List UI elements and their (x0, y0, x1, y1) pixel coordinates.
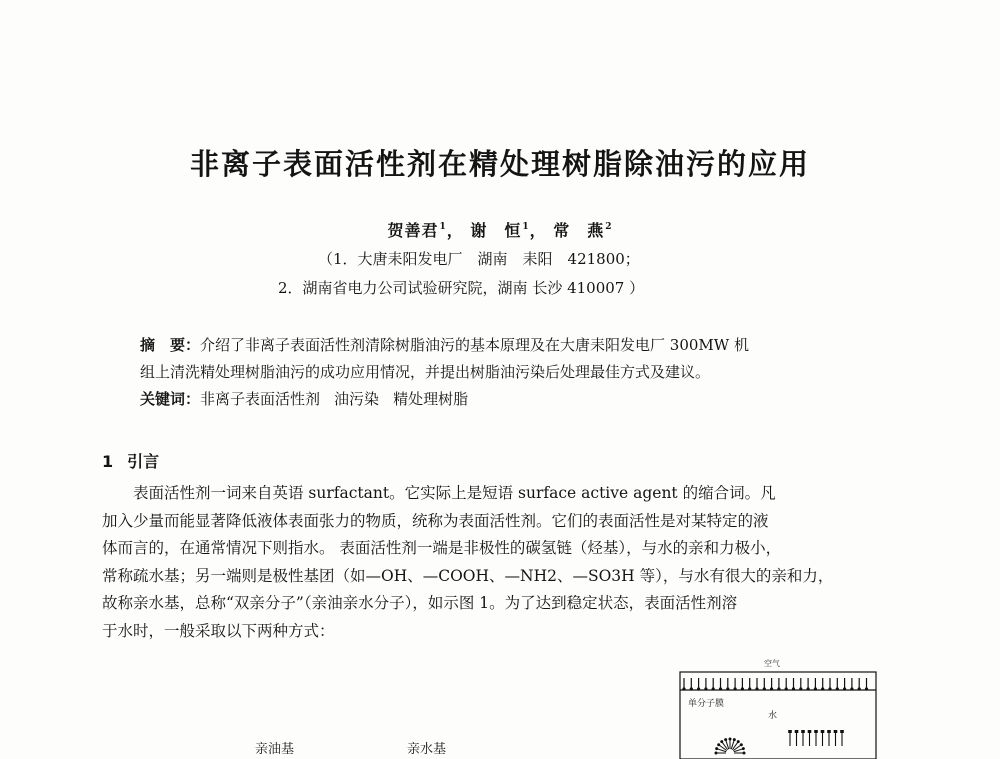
monolayer-molecules (682, 678, 868, 691)
micelle (715, 738, 746, 755)
figure-label-hydrophilic: 亲水基 (407, 742, 447, 757)
body-line: 表面活性剂一词来自英语 surfactant。它实际上是短语 surface active agent 的缩合词。凡 (102, 484, 776, 502)
section-title: 引言 (127, 452, 160, 471)
micelle-molecule-head (717, 743, 720, 746)
free-molecules (788, 730, 844, 746)
keyword: 油污染 (334, 390, 380, 408)
free-molecule-head (827, 730, 831, 733)
micelle-molecule-head (740, 743, 743, 746)
keyword: 精处理树脂 (393, 390, 469, 408)
section-heading (102, 449, 173, 472)
paper-title: 非离子表面活性剂在精处理树脂除油污的应用 (189, 147, 810, 181)
water-container (680, 672, 876, 759)
author-affiliation-mark: 2 (605, 222, 613, 232)
figure-label-lipophilic: 亲油基 (255, 742, 295, 757)
body-text (102, 480, 892, 646)
author-name: 贺善君 (387, 221, 439, 240)
free-molecule-head (834, 730, 838, 733)
author-affiliation-mark: 1 (522, 222, 530, 232)
body-line: 常称疏水基；另一端则是极性基团（如—OH、—COOH、—NH2、—SO3H 等），与水有很大的亲和力， (102, 566, 834, 585)
free-molecule-head (788, 730, 792, 733)
body-line: 于水时，一般采取以下两种方式： (102, 621, 335, 640)
figure-label-water: 水 (768, 711, 778, 721)
abstract-line: 组上清洗精处理树脂油污的成功应用情况，并提出树脂油污染后处理最佳方式及建议。 (140, 363, 711, 381)
micelle-molecule-head (724, 738, 727, 741)
micelle-molecule-head (743, 752, 746, 755)
micelle-molecule-head (720, 740, 723, 743)
author-line (0, 218, 1000, 241)
micelle-molecule-head (715, 747, 718, 750)
free-molecule-head (808, 730, 812, 733)
free-molecule-head (821, 730, 825, 733)
abstract-block: 摘 要：介绍了非离子表面活性剂清除树脂油污的基本原理及在大唐耒阳发电厂 300MW 机 组上清洗精处理树脂油污的成功应用情况，并提出树脂油污染后处理最佳方式及建议。 关键词：非离子表面活性剂 油污染 精处理树脂 (140, 336, 749, 408)
keyword: 非离子表面活性剂 (200, 390, 321, 408)
abstract-line: 介绍了非离子表面活性剂清除树脂油污的基本原理及在大唐耒阳发电厂 300MW 机 (200, 336, 749, 354)
figure-label-monolayer: 单分子膜 (688, 699, 725, 709)
body-line: 故称亲水基，总称“双亲分子”（亲油亲水分子），如示图 1。为了达到稳定状态，表面活性剂溶 (102, 594, 738, 613)
author-name: 常 燕 (553, 221, 605, 240)
figure-label-air: 空气 (764, 659, 780, 668)
author-affiliation-mark: 1 (439, 222, 447, 232)
micelle-molecule-head (715, 752, 718, 755)
author-separator: ， (529, 221, 547, 240)
abstract-label: 摘 要 (140, 336, 186, 354)
section-number: 1 (102, 452, 114, 471)
free-molecule-head (801, 730, 805, 733)
affiliation-line: 2．湖南省电力公司试验研究院，湖南 长沙 410007 ） (278, 279, 645, 297)
keywords-label: 关键词 (140, 390, 186, 408)
micelle-molecule-head (742, 747, 745, 750)
author-name: 谢 恒 (470, 221, 522, 240)
free-molecule-head (840, 730, 844, 733)
micelle-molecule-head (729, 738, 732, 741)
surfactant-figure (672, 650, 882, 759)
affiliation-line: （1．大唐耒阳发电厂 湖南 耒阳 421800； (318, 250, 640, 268)
author-separator: ， (446, 221, 464, 240)
body-line: 体而言的，在通常情况下则指水。 表面活性剂一端是非极性的碳氢链（烃基），与水的亲和力极小， (102, 539, 782, 558)
micelle-molecule-head (733, 738, 736, 741)
free-molecule-head (795, 730, 799, 733)
free-molecule-head (814, 730, 818, 733)
body-line: 加入少量而能显著降低液体表面张力的物质，统称为表面活性剂。它们的表面活性是对某特定的液 (102, 511, 769, 530)
micelle-molecule-head (737, 740, 740, 743)
